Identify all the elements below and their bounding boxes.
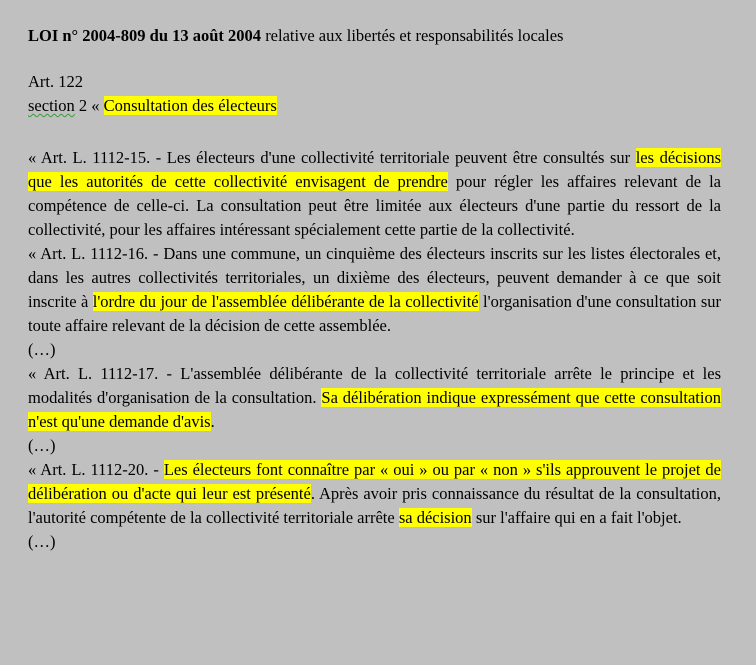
paragraph-highlight: Les électeurs font connaître par « oui » ou par « non » s'ils approuvent le projet de délibération ou d'acte qui leur est présenté	[28, 460, 722, 503]
paragraph-highlight: l'ordre du jour de l'assemblée délibérante de la collectivité	[92, 292, 479, 311]
paragraph-text: .	[210, 412, 215, 431]
paragraph-text: « Art. L. 1112-20. -	[28, 460, 164, 479]
paragraph-highlight: sa décision	[398, 508, 472, 527]
section-prefix: 2 «	[74, 96, 104, 115]
paragraph-text: « Art. L. 1112-16. - Dans une commune, un cinquième des électeurs inscrits sur les listes électorales et, dans les autres collectivités territoriales, un dixième des électeurs, peuvent demander à ce que soit inscrite à	[28, 244, 721, 311]
section-highlight: Consultation des électeurs	[103, 96, 277, 115]
paragraph-text: l'organisation d'une consultation sur toute affaire relevant de la décision de cette assemblée.	[28, 292, 721, 335]
law-title-bold: LOI n° 2004-809 du 13 août 2004	[28, 26, 262, 45]
paragraph-text: « Art. L. 1112-15. - Les électeurs d'une collectivité territoriale peuvent être consultés sur	[28, 148, 636, 167]
paragraph-text: « Art. L. 1112-17. - L'assemblée délibérante de la collectivité territoriale arrête le principe et les modalités d'organisation de la consultation.	[28, 364, 721, 407]
paragraph-l1112-20	[28, 458, 721, 530]
section-word: section	[28, 96, 75, 115]
paragraph-l1112-16	[28, 242, 721, 338]
paragraph-text: sur l'affaire qui en a fait l'objet.	[471, 508, 682, 527]
ellipsis: (…)	[28, 340, 56, 359]
ellipsis: (…)	[28, 532, 56, 551]
paragraph-text: pour régler les affaires relevant de la compétence de celle-ci. La consultation peut être limitée aux électeurs d'une partie du ressort de la collectivité, pour les affaires intéressant spécialement cette partie de la collectivité.	[28, 172, 721, 239]
law-title	[28, 24, 721, 48]
paragraph-l1112-15	[28, 146, 721, 242]
document-page	[28, 24, 721, 554]
law-title-rest: relative aux libertés et responsabilités locales	[261, 26, 564, 45]
ellipsis: (…)	[28, 436, 56, 455]
paragraph-highlight: Sa délibération indique expressément que cette consultation n'est qu'une demande d'avis	[28, 388, 721, 431]
section-heading	[28, 94, 721, 118]
article-number: Art. 122	[28, 72, 83, 91]
paragraph-text: . Après avoir pris connaissance du résultat de la consultation, l'autorité compétente de la collectivité territoriale arrête	[28, 484, 721, 527]
paragraph-highlight: les décisions que les autorités de cette collectivité envisagent de prendre	[28, 148, 721, 191]
paragraph-l1112-17	[28, 362, 721, 434]
